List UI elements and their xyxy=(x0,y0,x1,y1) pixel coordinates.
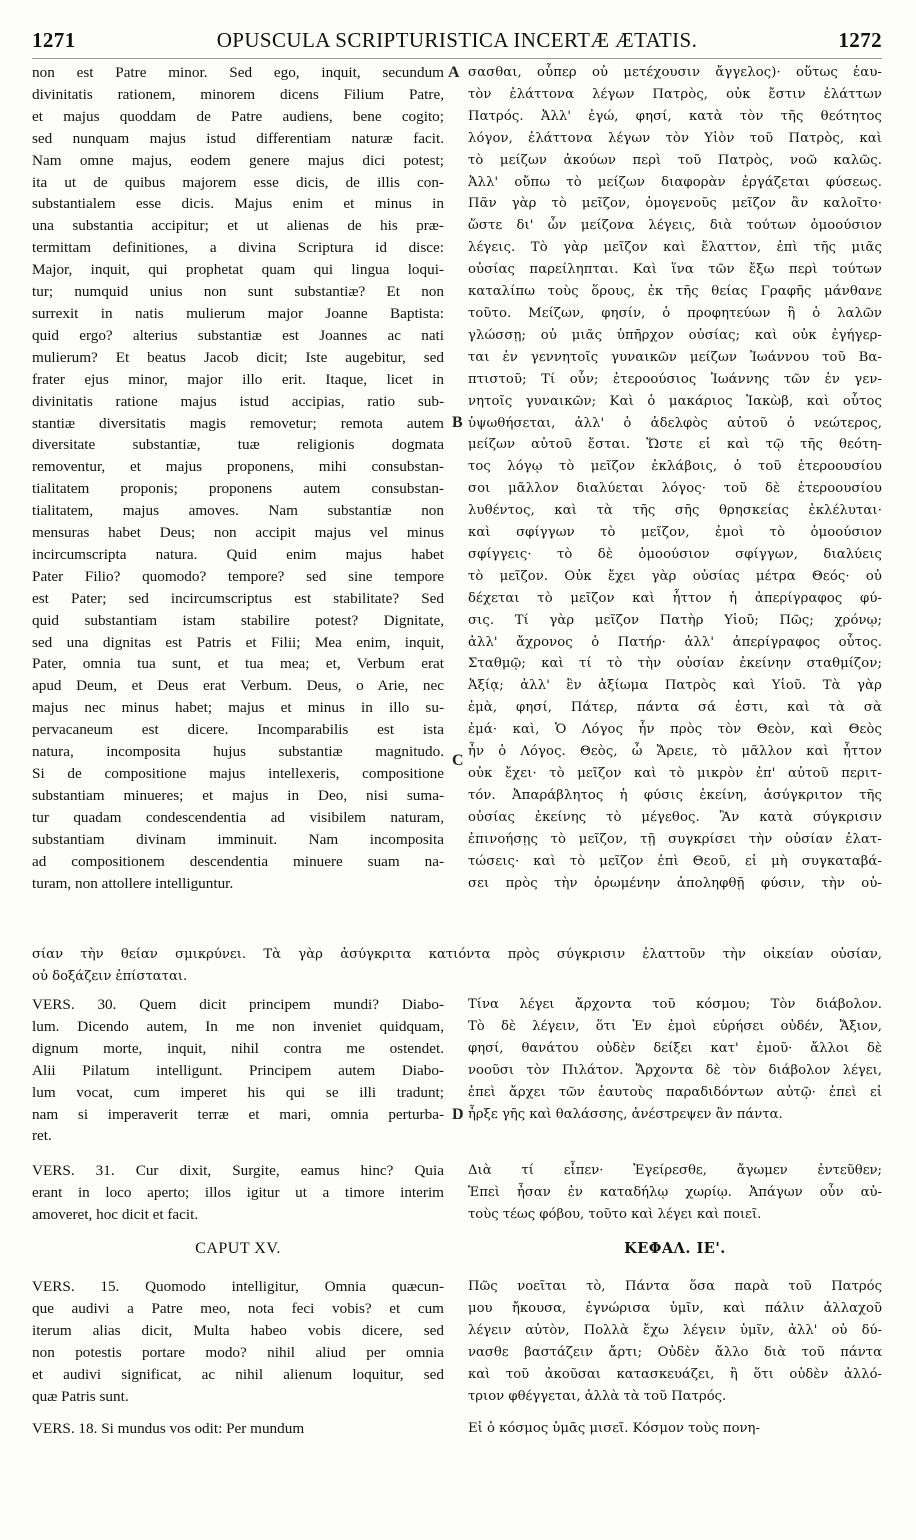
section-marker-a: A xyxy=(448,64,460,81)
text-line: ita ut de quibus majorem esse dicis, de illis con- xyxy=(32,173,444,191)
text-line: amoveret, hoc dicit et facit. xyxy=(32,1205,199,1223)
text-line: νασθε βαστάζειν ἄρτι; Οὐδὲν ἄλλο διὰ τοῦ πάντα xyxy=(468,1344,882,1360)
text-line: ἐμά· καὶ, Ὁ Λόγος ἦν πρὸς τὸν Θεὸν, καὶ Θεὸς xyxy=(468,722,882,738)
text-line: οὐκ ἔχει· τὸ μεῖζον καὶ τὸ μικρὸν ἐπ' αὐτοῦ περιτ- xyxy=(468,766,882,781)
text-line: surrexit in natis mulierum major Joanne Baptista: xyxy=(32,304,444,322)
text-line: erant in loco aperto; illos igitur ut a timore interim xyxy=(32,1183,444,1201)
text-line: Pater Filio? quomodo? tempore? sed sine tempore xyxy=(32,567,444,585)
text-line: apud Deum, et Deus erat Verbum. Deus, o Arie, nec xyxy=(32,677,444,695)
text-line: iterum alias dicit, Multa habeo vobis dicere, sed xyxy=(32,1321,444,1339)
text-line: σφίγγεις· τὸ δὲ ὁμοούσιον σφίγγων, διαλύεις xyxy=(468,546,882,562)
text-line: incircumscripta natura. Quid enim majus habet xyxy=(32,545,444,563)
text-line: stantiæ diversitatis magis removetur; remota autem xyxy=(32,414,444,432)
text-line: τώσεις· καὶ τὸ μεῖζον ἐπὶ Θεοῦ, εἰ μὴ συγκαταβά- xyxy=(468,853,882,869)
text-line: λόγον, ἐλάττονα λέγων τὸν Υἱὸν τοῦ Πατρὸς, καὶ xyxy=(468,130,882,146)
text-line: Τίνα λέγει ἄρχοντα τοῦ κόσμου; Τὸν διάβολον. xyxy=(468,997,882,1012)
text-line: λέγεις. Τὸ γὰρ μεῖζον καὶ ἔλαττον, ἐπὶ τῆς μιᾶς xyxy=(468,240,882,256)
text-line: termittam definitiones, a divina Scriptura id disce: xyxy=(32,239,444,257)
text-line: τοὺς τέως φόβου, τοῦτο καὶ λέγει καὶ ποιεῖ. xyxy=(468,1206,762,1222)
text-line: substantiam divinam imminuit. Nam incomposita xyxy=(32,830,444,848)
text-line: majus nec minus habet; majus et minus in illo su- xyxy=(32,699,444,717)
text-line: divinitatis ratione majus istud accipias, ratio sub- xyxy=(32,392,444,410)
text-line: γλώσσῃ; οὐ μιᾶς ὑπῆρχον οὐσίας; καὶ οὐκ ἐγήγερ- xyxy=(468,327,882,343)
left-column-number: 1271 xyxy=(32,28,76,52)
section-marker-d: D xyxy=(452,1106,464,1123)
text-line: VERS. 30. Quem dicit principem mundi? Diabo- xyxy=(32,996,444,1013)
text-line: Major, inquit, qui prophetat quam qui lingua loqui- xyxy=(32,261,444,279)
header-rule xyxy=(32,58,882,59)
text-line: que audivi a Patre meo, nota feci vobis? et cum xyxy=(32,1299,444,1317)
text-line: οὐσίας ἐκείνης τὸ μέγεθος. Ἂν κατὰ σύγκρισιν xyxy=(468,809,882,825)
text-line: Alii Pilatum intelligunt. Principem autem Diabo- xyxy=(32,1061,444,1079)
text-line: Πατρός. Ἀλλ' ἐγώ, φησί, κατὰ τὸν τῆς θεότητος xyxy=(468,108,882,124)
text-line: natura, incomposita hujus substantiæ magnitudo. xyxy=(32,743,444,761)
latin-verse-15 xyxy=(32,1276,444,1407)
greek-verse-30 xyxy=(468,994,882,1125)
text-line: ἐμὰ, φησί, Πάτερ, πάντα σά ἐστι, καὶ τὰ σὰ xyxy=(468,700,882,716)
text-line: ἦν ὁ Λόγος. Θεὸς, ὦ Ἄρειε, τὸ μᾶλλον καὶ ἧττον xyxy=(468,744,882,760)
text-line: turam, non attollere intelliguntur. xyxy=(32,874,234,892)
section-marker-c: C xyxy=(452,752,464,769)
text-line: lum vocat, cum imperet his qui se illi tradunt; xyxy=(32,1083,444,1101)
text-line: Εἰ ὁ κόσμος ὑμᾶς μισεῖ. Κόσμον τοὺς πονη- xyxy=(468,1421,760,1436)
full-width-greek-lines xyxy=(0,944,916,988)
text-line: frater ejus minor, major illo erit. Itaque, licet in xyxy=(32,370,444,388)
text-line: ὑψωθήσεται, ἀλλ' ὁ ἀδελφὸς αὐτοῦ ὁ νεώτερος, xyxy=(468,415,882,431)
text-line: καὶ τοῦ ἀκοῦσαι κατασκευάζει, ἢ ὅτι οὐδὲν ἀλλό- xyxy=(468,1366,882,1382)
text-line: φησί, θανάτου οὐδὲν δείξει κατ' ἐμοῦ· ἄλλοι δὲ xyxy=(468,1040,882,1056)
text-line: tur; numquid unius non sunt substantiæ? Et non xyxy=(32,283,444,301)
text-line: et audivi significat, ac nihil alienum loquitur, sed xyxy=(32,1365,444,1383)
text-line: καταλίπω τοὺς ὅρους, ἐκ τῆς θείας Γραφῆς μάνθανε xyxy=(468,284,882,300)
text-line: Σταθμῷ; καὶ τί τὸ τὴν οὐσίαν ἐκείνην σταθμίζον; xyxy=(468,656,882,672)
text-line: μου ἤκουσα, ἐγνώρισα ὑμῖν, καὶ πάλιν ἀλλαχοῦ xyxy=(468,1300,882,1316)
text-line: οὐσίας παρείληπται. Καὶ ἵνα τῶν ἔξω περὶ τούτων xyxy=(468,262,882,278)
text-line: lum. Dicendo autem, In me non inveniet quidquam, xyxy=(32,1017,444,1035)
text-line: Nam omne majus, eodem genere majus dici potest; xyxy=(32,151,444,169)
text-line: Si de compositione majus intellexeris, compositione xyxy=(32,765,444,782)
text-line: removentur, et majus proponens, mihi consubstan- xyxy=(32,458,444,476)
text-line: τὸ μείζων ἀκούων περὶ τοῦ Πατρὸς, νοῶ καλῶς. xyxy=(468,152,882,168)
text-line: λυθέντος, καὶ τὰ τῆς σῆς θρησκείας ἐκλέλυται· xyxy=(468,503,882,519)
text-line: Ἐπεὶ ἦσαν ἐν καταδήλῳ χωρίῳ. Ἀπάγων οὖν αὐ- xyxy=(468,1184,882,1200)
text-line: dignum morte, inquit, nihil contra me ostendet. xyxy=(32,1039,444,1057)
text-line: ἦρξε γῆς καὶ θαλάσσης, ἀνέστρεψεν ἂν πάντα. xyxy=(468,1106,783,1122)
text-line: substantialem esse dicis. Majus enim et minus in xyxy=(32,195,444,213)
text-line: Πᾶν γὰρ τὸ μεῖζον, ὁμογενοῦς μεῖζον ἂν καλοῖτο· xyxy=(468,196,882,212)
text-line: σίαν τὴν θείαν σμικρύνει. Τὰ γὰρ ἀσύγκριτα κατιόντα πρὸς σύγκρισιν ἐλαττοῦν τὴν οἰκείαν οὐσίαν, xyxy=(32,947,882,962)
text-line: ἐπινοήσῃς τὸ μεῖζον, τῇ συγκρίσει τὴν οὐσίαν ἐλατ- xyxy=(468,831,882,847)
text-line: nam si imperaverit terræ et mari, omnia perturba- xyxy=(32,1105,444,1123)
right-column-number: 1272 xyxy=(838,28,882,52)
text-line: divinitatis rationem, minorem dicens Filium Patre, xyxy=(32,85,444,103)
text-line: non potestis portare modo? nihil aliud per omnia xyxy=(32,1343,444,1361)
text-line: σοι μᾶλλον διαλύεται λόγος· τοῦ δὲ ἑτεροουσίου xyxy=(468,481,882,497)
text-line: sed una dignitas est Patris et Filii; Mea enim, inquit, xyxy=(32,633,444,651)
text-line: tialitatem proponis; proponens autem consubstan- xyxy=(32,480,444,498)
text-line: τριον φθέγγεται, ἀλλὰ τὰ τοῦ Πατρός. xyxy=(468,1388,727,1404)
text-line: est Pater; sed incircumscriptus est stabilitate? Sed xyxy=(32,589,444,607)
text-line: tur quadam condescendentia ad visibilem naturam, xyxy=(32,808,444,826)
text-line: diversitate substantiæ, tuæ religionis dogmata xyxy=(32,436,444,454)
page-header xyxy=(32,28,882,54)
section-marker-b: B xyxy=(452,414,463,431)
text-line: καὶ σφίγγων τὸ μεῖζον, ἐμοὶ τὸ ὁμοούσιον xyxy=(468,525,882,541)
text-line: ται ἐν γεννητοῖς γυναικῶν μείζων Ἰωάννου τοῦ Βα- xyxy=(468,349,882,365)
latin-verse-18 xyxy=(32,1418,444,1440)
caput-heading-greek: ΚΕΦΑΛ. ΙΕ'. xyxy=(624,1240,726,1257)
text-line: Ἀξίᾳ; ἀλλ' ἓν ἀξίωμα Πατρὸς καὶ Υἱοῦ. Τὰ γὰρ xyxy=(468,678,882,694)
text-line: mensuras habet Deus; non accipit majus vel minus xyxy=(32,524,444,542)
text-line: δέχεται τὸ μεῖζον καὶ ἧττον ἡ ἀπερίγραφος φύ- xyxy=(468,590,882,606)
text-line: τὸν ἐλάττονα λέγων Πατρὸς, οὐκ ἔστιν ἐλάττων xyxy=(468,86,882,102)
text-line: τόν. Ἀπαράβλητος ἡ φύσις ἐκείνη, ἀσύγκριτον τῆς xyxy=(468,787,882,803)
latin-column-main xyxy=(32,62,444,894)
text-line: una substantia accipitur; et ut alienas de his præ- xyxy=(32,217,444,235)
text-line: τοῦτο. Μείζων, φησίν, ὁ προφητεύων ἢ ὁ λαλῶν xyxy=(468,305,882,321)
greek-verse-15 xyxy=(468,1276,882,1407)
text-line: quid ergo? alterius substantiæ est Joannes ac nati xyxy=(32,326,444,344)
greek-verse-18 xyxy=(468,1418,882,1440)
text-line: Pater, omnia tua sunt, et tua mea; et, Verbum erat xyxy=(32,655,444,673)
text-line: Διὰ τί εἶπεν· Ἐγείρεσθε, ἄγωμεν ἐντεῦθεν; xyxy=(468,1163,882,1178)
text-line: νοοῦσι τὸν Πιλάτον. Ἄρχοντα δὲ τὸν διάβολον λέγει, xyxy=(468,1062,882,1078)
text-line: quæ Patris sunt. xyxy=(32,1387,129,1405)
text-line: non est Patre minor. Sed ego, inquit, secundum xyxy=(32,64,444,81)
text-line: Πῶς νοεῖται τὸ, Πάντα ὅσα παρὰ τοῦ Πατρός xyxy=(468,1279,882,1294)
text-line: οὐ δοξάζειν ἐπίσταται. xyxy=(32,968,188,984)
text-line: ἐπεὶ ἄρχει τῶν ἑαυτοὺς παραδιδόντων αὐτῷ· ἐπεὶ εἰ xyxy=(468,1084,882,1100)
latin-verse-31 xyxy=(32,1160,444,1226)
greek-verse-31 xyxy=(468,1160,882,1226)
greek-column-main xyxy=(468,62,882,894)
text-line: ret. xyxy=(32,1127,52,1145)
text-line: σις. Τί γὰρ μεῖζον Πατὴρ Υἱοῦ; Πῶς; χρόνῳ; xyxy=(468,612,882,628)
text-line: τος λόγῳ τὸ μεῖζον ἐκλάβοις, ὁ τοῦ ἑτεροουσίου xyxy=(468,459,882,475)
text-line: σει πρὸς τὴν ὁρωμένην ἀποληφθῇ φύσιν, τὴν οὐ- xyxy=(468,875,882,891)
text-line: quid substantiam istam stabilire potest? Dignitate, xyxy=(32,611,444,629)
running-title: OPUSCULA SCRIPTURISTICA INCERTÆ ÆTATIS. xyxy=(216,28,698,52)
text-line: tialitatem, majus amoves. Nam substantiæ non xyxy=(32,502,444,520)
latin-verse-30 xyxy=(32,994,444,1147)
text-line: mulierum? Et beatus Jacob dicit; Iste augebitur, sed xyxy=(32,348,444,366)
text-line: sed nunquam majus istud differentiam naturæ facit. xyxy=(32,129,444,147)
text-line: Τὸ δὲ λέγειν, ὅτι Ἐν ἐμοὶ εὑρήσει οὐδέν, Ἄξιον, xyxy=(468,1018,882,1034)
caput-heading-latin: CAPUT XV. xyxy=(195,1240,281,1257)
text-line: VERS. 18. Si mundus vos odit: Per mundum xyxy=(32,1420,305,1437)
text-line: νητοῖς γυναικῶν; Καὶ ὁ μακάριος Ἰακὼβ, καὶ οὗτος xyxy=(468,393,882,409)
text-line: substantiam minueres; et majus in Deo, nisi suma- xyxy=(32,786,444,804)
text-line: ὥστε δι' ὧν μείζονα λέγεις, διὰ τούτων ὁμοούσιον xyxy=(468,218,882,234)
text-line: ἀλλ' ἄχρονος ὁ Πατήρ· ἀλλ' ἀπερίγραφος οὗτος. xyxy=(468,634,882,650)
text-line: et majus quoddam de Patre audiens, bene cogito; xyxy=(32,107,444,125)
text-line: VERS. 31. Cur dixit, Surgite, eamus hinc? Quia xyxy=(32,1162,444,1179)
text-line: VERS. 15. Quomodo intelligitur, Omnia quæcun- xyxy=(32,1278,444,1295)
text-line: Ἀλλ' οὔπω τὸ μείζων διαφορὰν ἐργάζεται φύσεως. xyxy=(468,174,882,190)
text-line: λέγειν αὐτὸν, Πολλὰ ἔχω λέγειν ὑμῖν, ἀλλ' οὐ δύ- xyxy=(468,1322,882,1338)
text-line: ad compositionem descendentia minuere suam na- xyxy=(32,852,444,870)
text-line: μείζων αὐτοῦ ἔσται. Ὥστε εἰ καὶ τῷ τῆς θεότη- xyxy=(468,437,882,453)
text-line: πτιστοῦ; Τί οὖν; ἑτεροούσιος Ἰωάννης τῶν ἐν γεν- xyxy=(468,371,882,387)
text-line: pervacaneum est dicere. Incomparabilis est ista xyxy=(32,721,444,739)
text-line: τὸ μεῖζον. Οὐκ ἔχει γὰρ οὐσίας μέτρα Θεός· οὐ xyxy=(468,568,882,584)
text-line: σασθαι, οὗπερ οὐ μετέχουσιν ἄγγελος)· οὕτως ἑαυ- xyxy=(468,65,882,80)
